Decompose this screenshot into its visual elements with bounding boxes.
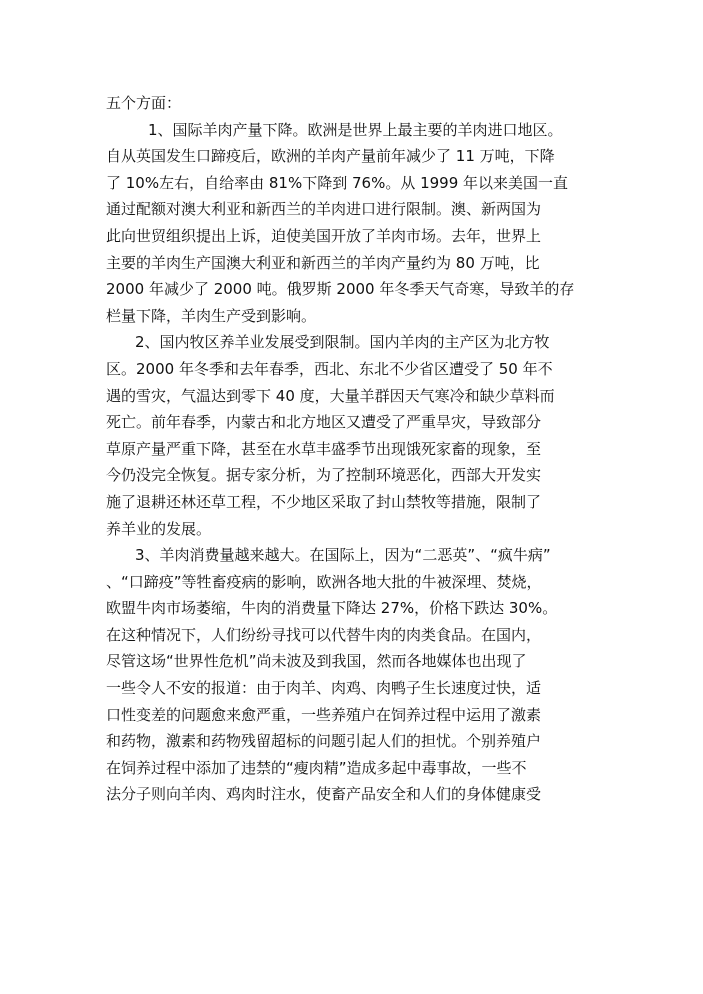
paragraph-line: 一些令人不安的报道：由于肉羊、肉鸡、肉鸭子生长速度过快，适 [106,679,542,698]
paragraph-line: 3、羊肉消费量越来越大。在国际上，因为“二恶英”、“疯牛病” [135,546,551,565]
intro-heading: 五个方面： [106,94,182,112]
paragraph-line: 欧盟牛肉市场萎缩，牛肉的消费量下降达 27%，价格下跌达 30%。 [106,599,558,618]
paragraph-line: 此向世贸组织提出上诉，迫使美国开放了羊肉市场。去年，世界上 [106,226,542,245]
paragraph-2 [106,329,606,542]
paragraph-line: 区。2000 年冬季和去年春季，西北、东北不少省区遭受了 50 年不 [106,359,553,378]
paragraph-line: 遇的雪灾，气温达到零下 40 度，大量羊群因天气寒冷和缺少草料而 [106,386,555,405]
paragraph-line: 2、国内牧区养羊业发展受到限制。国内羊肉的主产区为北方牧 [135,333,550,352]
paragraph-line: 、“口蹄疫”等牲畜疫病的影响，欧洲各地大批的牛被深埋、焚烧， [106,572,542,591]
paragraph-3 [106,542,606,808]
paragraph-line: 在这种情况下，人们纷纷寻找可以代替牛肉的肉类食品。在国内， [106,625,542,644]
paragraph-1 [106,117,606,330]
paragraph-line: 2000 年减少了 2000 吨。俄罗斯 2000 年冬季天气奇寒，导致羊的存 [106,280,575,299]
paragraph-line: 自从英国发生口蹄疫后，欧洲的羊肉产量前年减少了 11 万吨，下降 [106,147,555,166]
paragraph-line: 养羊业的发展。 [106,519,212,538]
paragraph-line: 和药物，激素和药物残留超标的问题引起人们的担忧。个别养殖户 [106,732,542,751]
paragraph-line: 法分子则向羊肉、鸡肉时注水，使畜产品安全和人们的身体健康受 [106,785,542,804]
paragraph-line: 了 10%左右，自给率由 81%下降到 76%。从 1999 年以来美国一直 [106,173,569,192]
paragraph-line: 口性变差的问题愈来愈严重，一些养殖户在饲养过程中运用了激素 [106,705,542,724]
paragraph-line: 通过配额对澳大利亚和新西兰的羊肉进口进行限制。澳、新两国为 [106,200,542,219]
paragraph-line: 施了退耕还林还草工程，不少地区采取了封山禁牧等措施，限制了 [106,492,542,511]
paragraph-line: 栏量下降，羊肉生产受到影响。 [106,306,317,325]
paragraph-line: 尽管这场“世界性危机”尚未波及到我国，然而各地媒体也出现了 [106,652,527,671]
paragraph-line: 主要的羊肉生产国澳大利亚和新西兰的羊肉产量约为 80 万吨，比 [106,253,540,272]
paragraph-line: 1、国际羊肉产量下降。欧洲是世界上最主要的羊肉进口地区。 [148,120,563,139]
paragraph-line: 草原产量严重下降，甚至在水草丰盛季节出现饿死家畜的现象，至 [106,439,542,458]
paragraph-line: 死亡。前年春季，内蒙古和北方地区又遭受了严重旱灾，导致部分 [106,413,542,432]
paragraph-line: 今仍没完全恢复。据专家分析，为了控制环境恶化，西部大开发实 [106,466,542,485]
paragraph-line: 在饲养过程中添加了违禁的“瘦肉精”造成多起中毒事故，一些不 [106,758,527,777]
document-body [106,90,606,808]
